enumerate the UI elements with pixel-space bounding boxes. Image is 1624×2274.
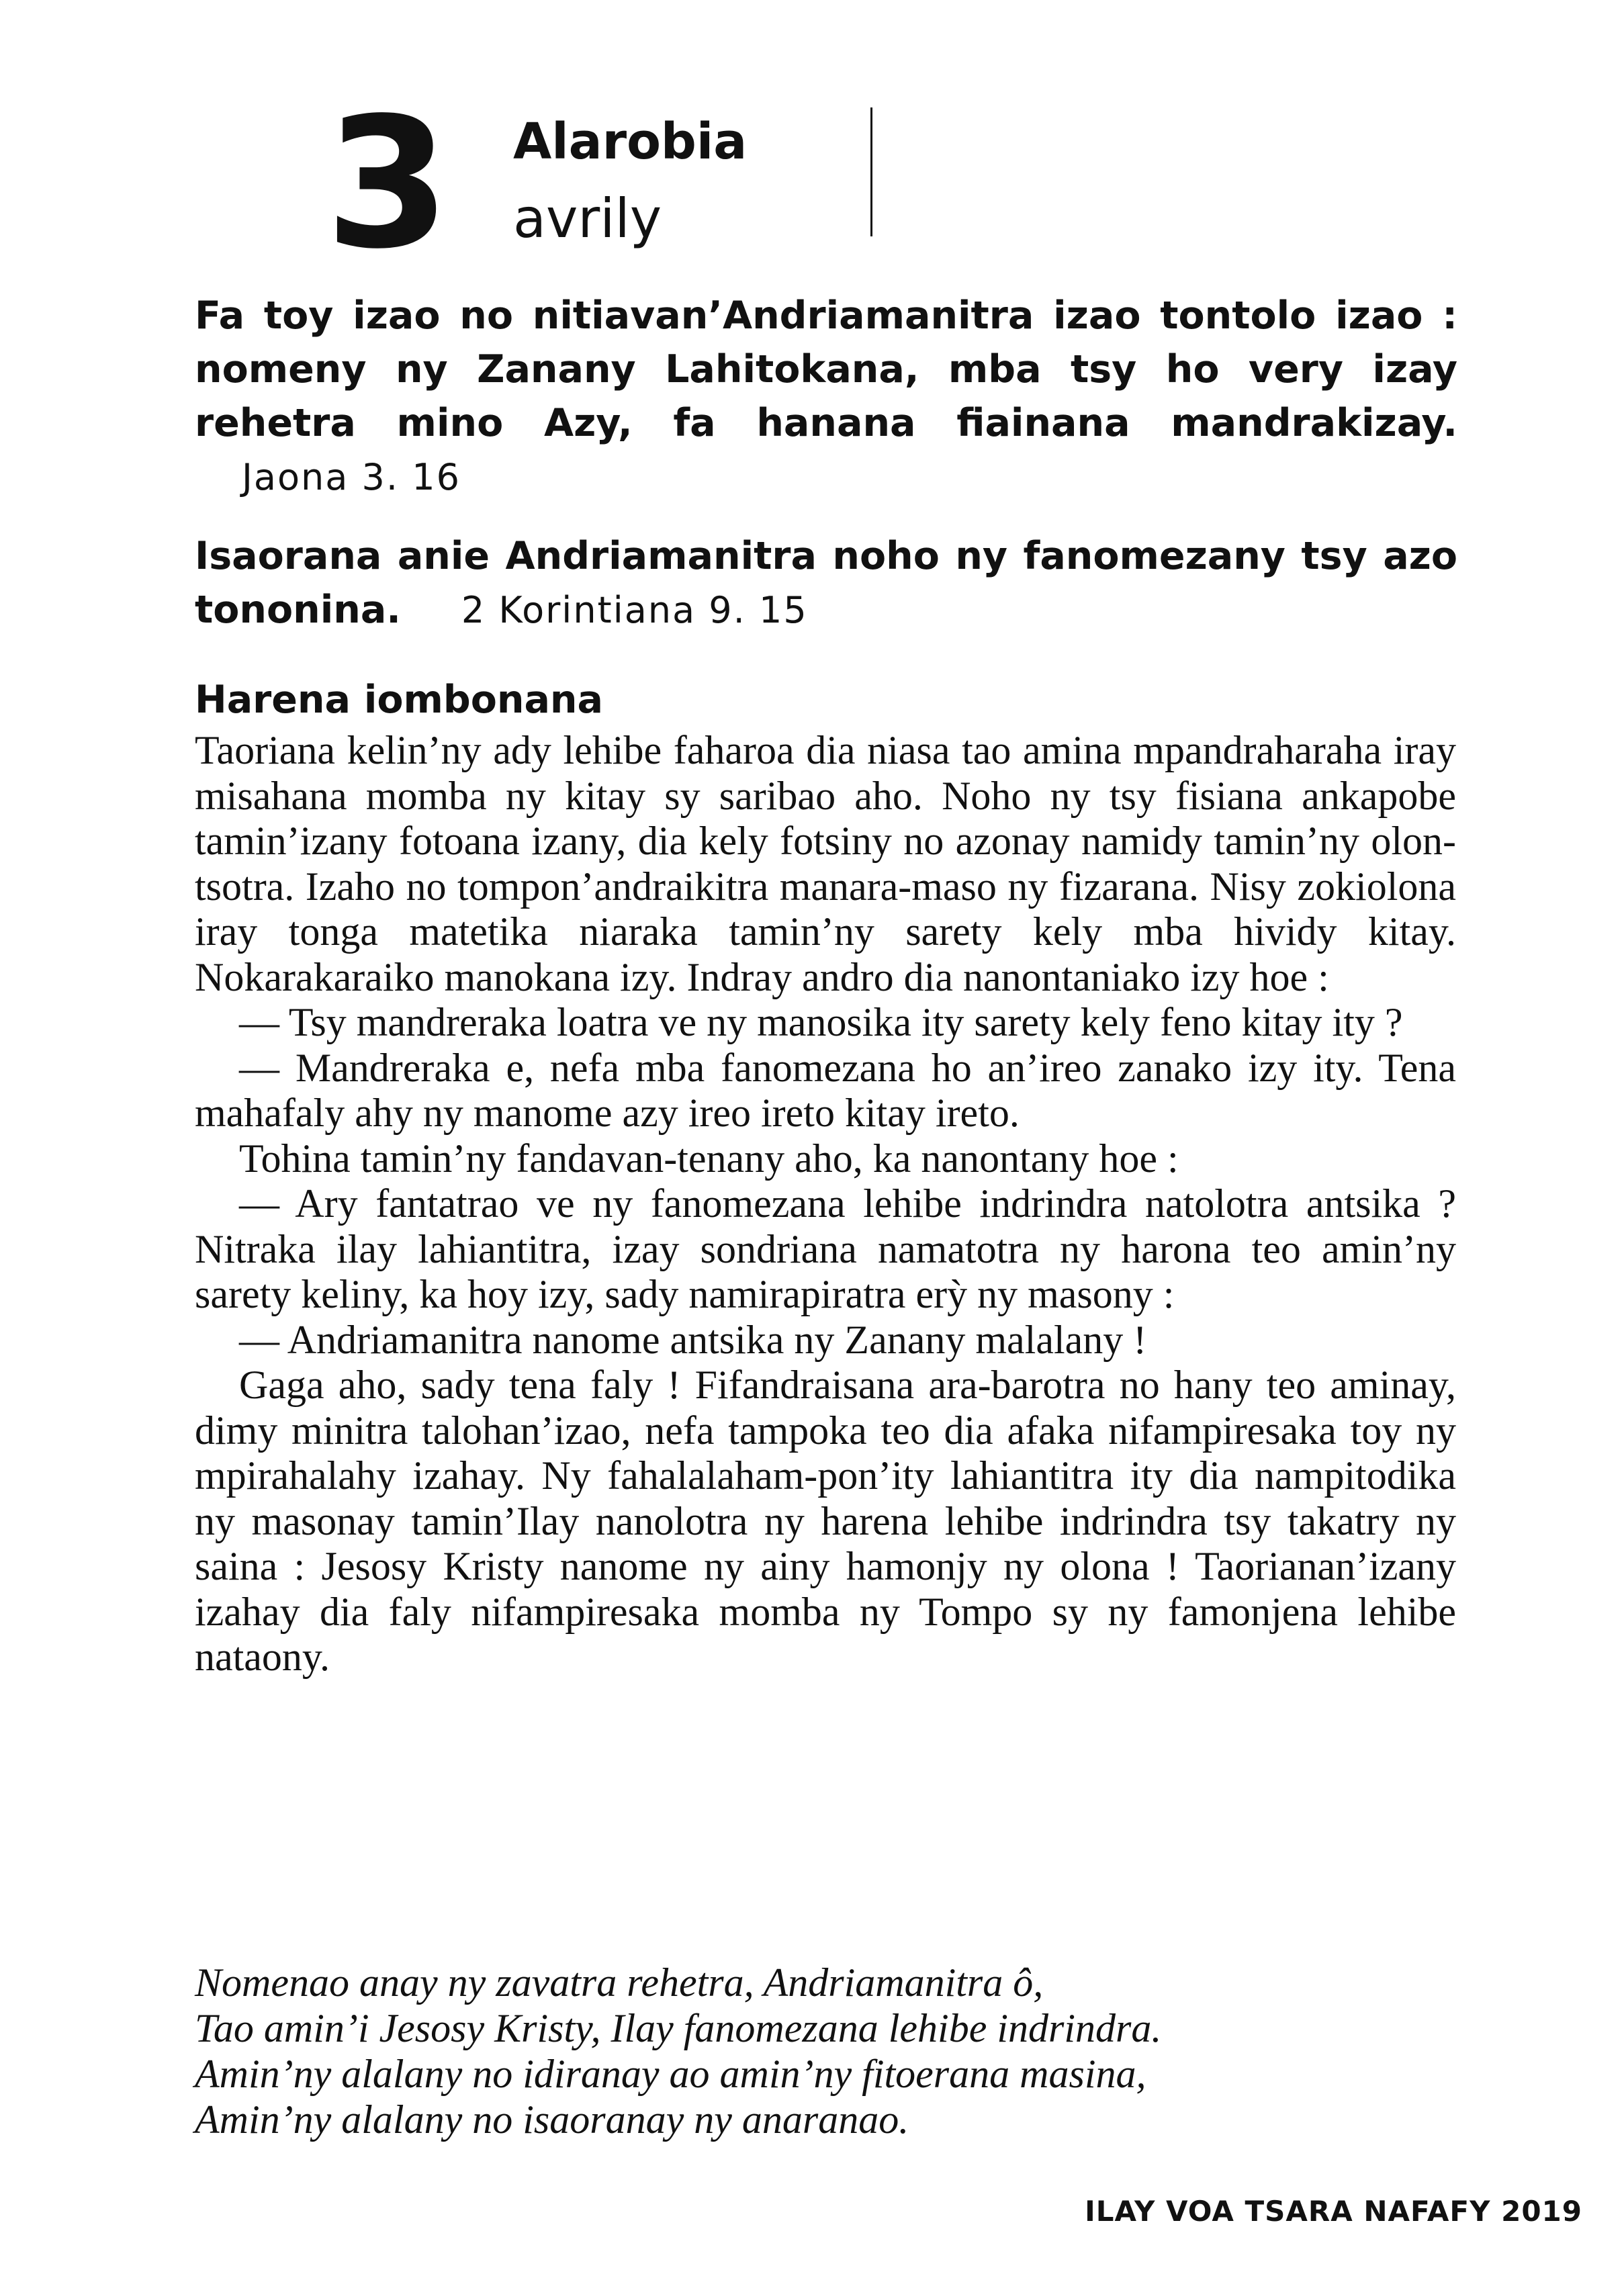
poem-line-4: Amin’ny alalany no isaoranay ny anaranao. <box>195 2097 909 2142</box>
poem-line-3: Amin’ny alalany no idiranay ao amin’ny fitoerana masina, <box>195 2052 1146 2096</box>
story-body <box>195 728 1456 1680</box>
publication-footer: ILAY VOA TSARA NAFAFY 2019 <box>1085 2195 1582 2228</box>
header-divider <box>870 107 872 236</box>
story-paragraph-2: — Tsy mandreraka loatra ve ny manosika ity sarety kely feno kitay ity ? <box>239 1000 1403 1044</box>
story-paragraph-5: — Ary fantatrao ve ny fanomezana lehibe indrindra natolotra antsika ? Nitraka ilay lahiantitra, izay sondriana namatotra ny harona teo amin’ny sarety keliny, ka hoy izy, sady namirapiratra erỳ ny masony : <box>195 1181 1456 1316</box>
day-number: 3 <box>325 79 448 289</box>
story-paragraph-3: — Mandreraka e, nefa mba fanomezana ho an’ireo zanako izy ity. Tena mahafaly ahy ny manome azy ireo ireto kitay ireto. <box>195 1045 1456 1135</box>
verse-2-text: Isaorana anie Andriamanitra noho ny fanomezany tsy azo tononina. <box>195 534 1457 632</box>
story-paragraph-6: — Andriamanitra nanome antsika ny Zanany malalany ! <box>239 1317 1147 1362</box>
verse-1-reference: Jaona 3. 16 <box>242 456 461 498</box>
story-paragraph-1: Taoriana kelin’ny ady lehibe faharoa dia niasa tao amina mpandraharaha iray misahana momba ny kitay sy saribao aho. Noho ny tsy fisiana ankapobe tamin’izany fotoana izany, dia kely fotsiny no azonay namidy tamin’ny olon-tsotra. Izaho no tompon’andraikitra manara-maso ny fizarana. Nisy zokiolona iray tonga matetika niaraka tamin’ny sarety kely mba hividy kitay. Nokarakaraiko manokana izy. Indray andro dia nanontaniako izy hoe : <box>195 728 1456 999</box>
poem-line-1: Nomenao anay ny zavatra rehetra, Andriamanitra ô, <box>195 1960 1044 2005</box>
story-paragraph-4: Tohina tamin’ny fandavan-tenany aho, ka nanontany hoe : <box>239 1136 1179 1181</box>
poem-line-2: Tao amin’i Jesosy Kristy, Ilay fanomezana lehibe indrindra. <box>195 2006 1162 2050</box>
poem <box>195 1960 1471 2142</box>
verse-2-reference: 2 Korintiana 9. 15 <box>461 589 808 631</box>
weekday: Alarobia <box>513 113 748 171</box>
month: avrily <box>513 187 662 250</box>
verse-2 <box>195 529 1457 637</box>
verse-1-text: Fa toy izao no nitiavan’Andriamanitra izao tontolo izao : nomeny ny Zanany Lahitokana, mba tsy ho very izay rehetra mino Azy, fa hanana fiainana mandrakizay. <box>195 293 1457 445</box>
verse-1 <box>195 289 1457 504</box>
story-title: Harena iombonana <box>195 678 603 722</box>
story-paragraph-7: Gaga aho, sady tena faly ! Fifandraisana ara-barotra no hany teo aminay, dimy minitra talohan’izao, nefa tampoka teo dia afaka nifampiresaka toy ny mpirahalahy izahay. Ny fahalalaham-pon’ity lahiantitra ity dia nampitodika ny masonay tamin’Ilay nanolotra ny harena lehibe indrindra tsy takatry ny saina : Jesosy Kristy nanome ny ainy hamonjy ny olona ! Taorianan’izany izahay dia faly nifampiresaka momba ny Tompo sy ny famonjena lehibe nataony. <box>195 1363 1456 1679</box>
